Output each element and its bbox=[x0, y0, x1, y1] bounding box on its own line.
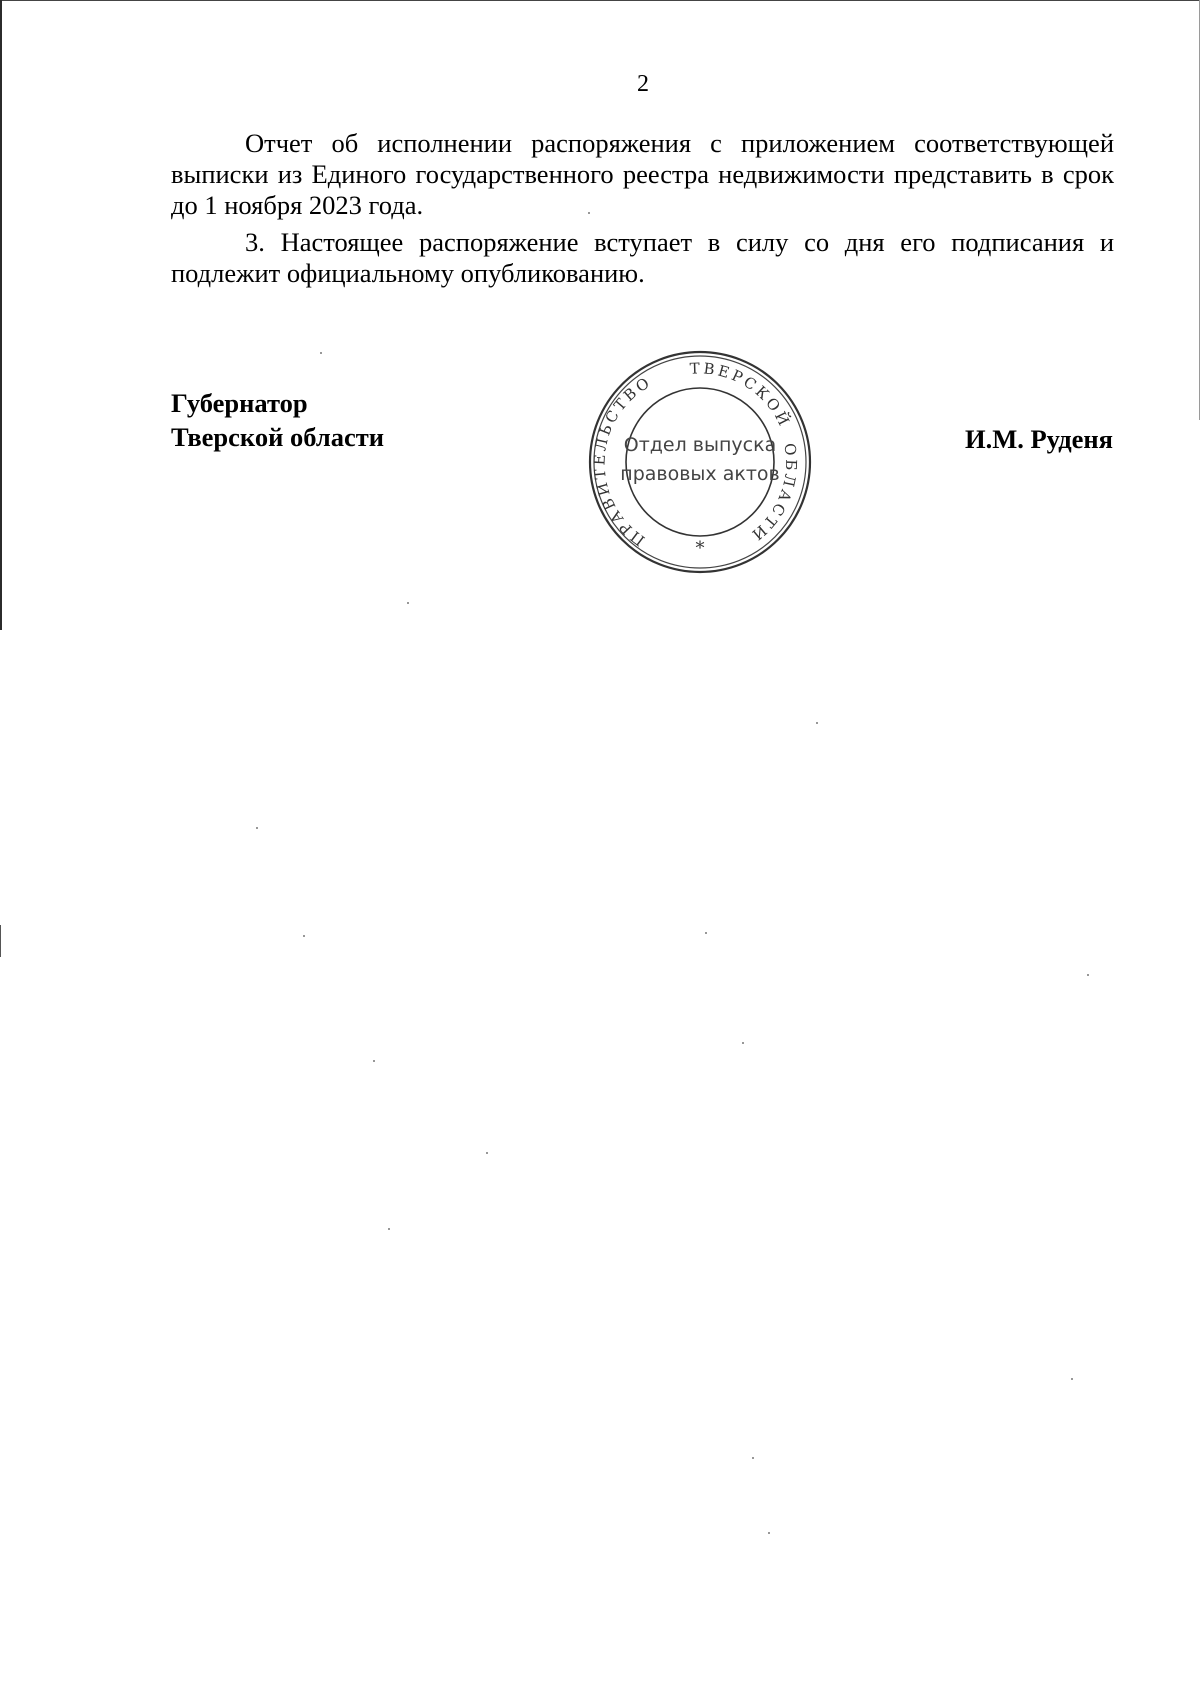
scan-speck bbox=[816, 722, 818, 724]
scan-speck bbox=[320, 352, 322, 354]
page-number: 2 bbox=[637, 71, 649, 97]
scan-speck bbox=[407, 602, 409, 604]
scan-edge-top bbox=[0, 0, 1200, 1]
signer-name: И.М. Руденя bbox=[964, 424, 1113, 454]
official-seal bbox=[586, 348, 814, 576]
svg-text:ТВЕРСКОЙ bbox=[689, 359, 795, 431]
scan-speck bbox=[388, 1228, 390, 1230]
scan-speck bbox=[752, 1457, 754, 1459]
scan-speck bbox=[1087, 974, 1089, 976]
seal-ring-text-top: ТВЕРСКОЙ bbox=[689, 359, 795, 432]
seal-star: * bbox=[695, 538, 705, 559]
scan-speck bbox=[768, 1532, 770, 1534]
scan-speck bbox=[1071, 1378, 1073, 1380]
signer-position bbox=[171, 386, 384, 454]
scan-speck bbox=[742, 1042, 744, 1044]
signer-position-line2: Тверской области bbox=[171, 422, 384, 452]
scan-speck bbox=[486, 1152, 488, 1154]
scan-speck bbox=[588, 212, 590, 214]
seal-ring-text-left: ПРАВИТЕЛЬСТВО bbox=[590, 372, 656, 550]
svg-text:ПРАВИТЕЛЬСТВО bbox=[590, 373, 655, 550]
paragraph-report: Отчет об исполнении распоряжения с приложением соответствующей выписки из Единого государственного реестра недвижимости представить в срок до 1 ноября 2023 года. bbox=[171, 128, 1114, 220]
signer-position-line1: Губернатор bbox=[171, 388, 308, 418]
scan-speck bbox=[373, 1060, 375, 1062]
seal-ring-text-right: ОБЛАСТИ bbox=[746, 442, 801, 546]
seal-center-line1: Отдел выпуска bbox=[623, 434, 777, 456]
scan-speck bbox=[256, 827, 258, 829]
scan-speck bbox=[303, 935, 305, 937]
scan-edge-left-mark bbox=[0, 925, 1, 957]
seal-center-line2: правовых актов bbox=[620, 463, 780, 485]
paragraph-effective: 3. Настоящее распоряжение вступает в силу со дня его подписания и подлежит официальному опубликованию. bbox=[171, 227, 1114, 288]
scan-speck bbox=[705, 932, 707, 934]
